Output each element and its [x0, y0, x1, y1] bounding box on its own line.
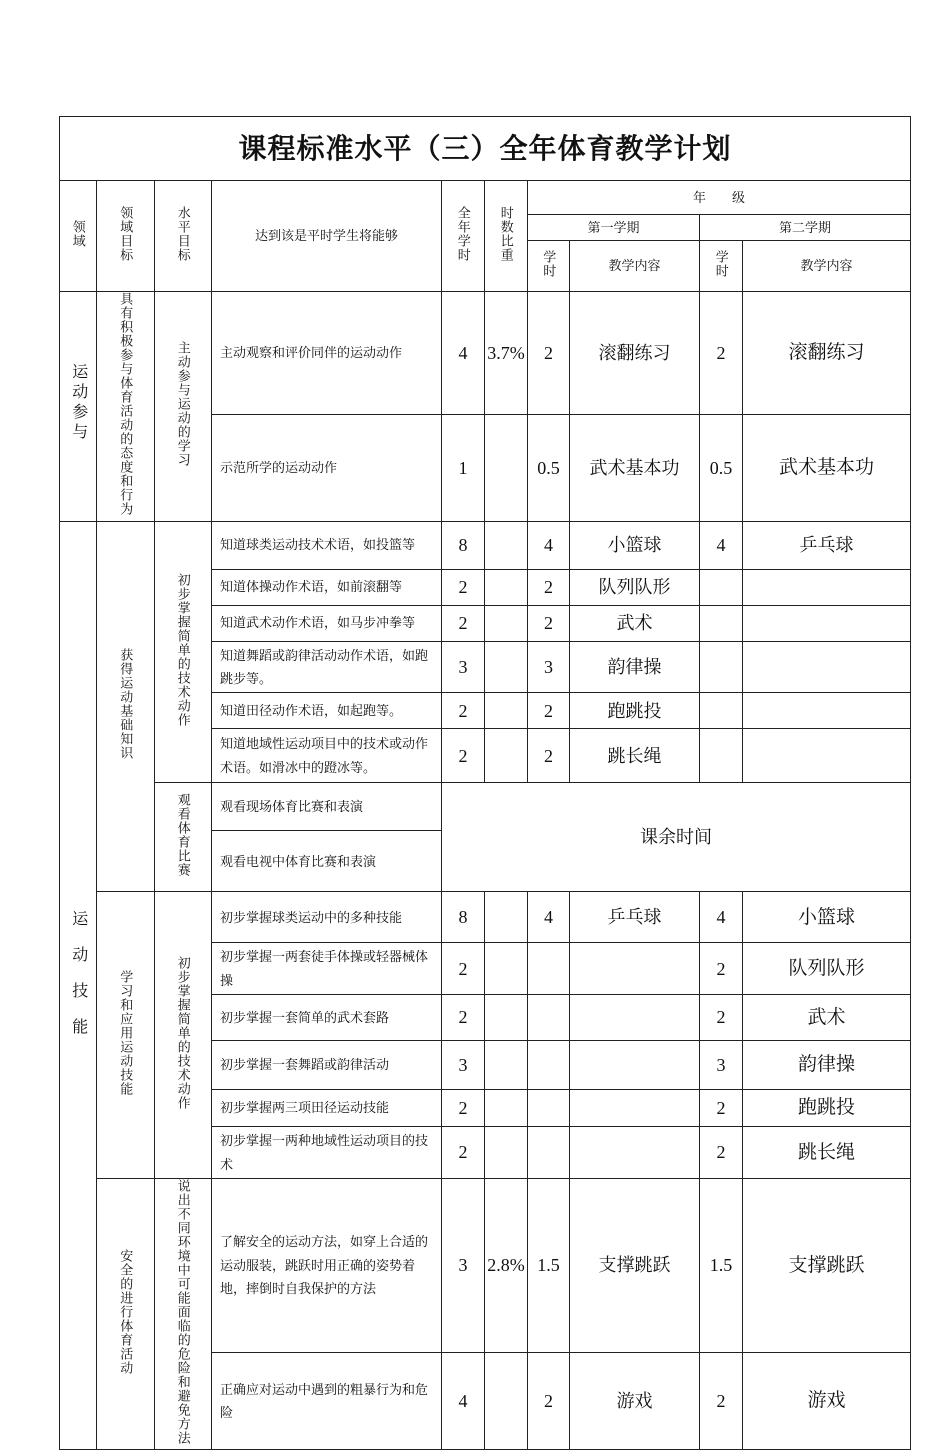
total-hours: 8	[442, 521, 485, 569]
term1-content: 游戏	[570, 1353, 700, 1450]
after-class-note: 课余时间	[442, 783, 911, 892]
term2-content: 乒乓球	[743, 521, 911, 569]
domain-goal-knowledge: 获得运动基础知识	[97, 521, 155, 892]
domain-goal-participation: 具有积极参与体育活动的态度和行为	[97, 292, 155, 522]
term1-content: 滚翻练习	[570, 292, 700, 415]
ratio-value	[485, 1127, 528, 1179]
total-hours: 2	[442, 995, 485, 1041]
level-goal-knowledge: 初步掌握简单的技术动作	[155, 521, 212, 783]
ratio-value	[485, 1353, 528, 1450]
term2-content: 跑跳投	[743, 1090, 911, 1127]
level-goal-safety: 说出不同环境中可能面临的危险和避免方法	[155, 1178, 212, 1450]
term1-hours	[528, 1041, 570, 1090]
term1-content	[570, 1041, 700, 1090]
term2-hours	[700, 729, 743, 783]
term2-hours: 1.5	[700, 1178, 743, 1352]
ability-desc: 初步掌握两三项田径运动技能	[212, 1090, 442, 1127]
domain-skills: 运动技能	[60, 521, 97, 1450]
ability-desc: 主动观察和评价同伴的运动动作	[212, 292, 442, 415]
ratio-value: 3.7%	[485, 292, 528, 415]
term1-hours: 2	[528, 569, 570, 605]
term1-hours	[528, 1127, 570, 1179]
term2-hours	[700, 693, 743, 729]
header-term2-content: 教学内容	[743, 241, 911, 292]
term1-content: 乒乓球	[570, 892, 700, 943]
term1-hours: 2	[528, 292, 570, 415]
term2-hours: 3	[700, 1041, 743, 1090]
ratio-value	[485, 521, 528, 569]
total-hours: 2	[442, 1090, 485, 1127]
term1-hours: 2	[528, 1353, 570, 1450]
total-hours: 3	[442, 1041, 485, 1090]
ability-desc: 示范所学的运动动作	[212, 415, 442, 521]
ability-desc: 观看现场体育比赛和表演	[212, 783, 442, 831]
term2-content	[743, 569, 911, 605]
ratio-value	[485, 641, 528, 693]
ratio-value	[485, 569, 528, 605]
term1-content	[570, 943, 700, 995]
term2-content: 武术基本功	[743, 415, 911, 521]
term2-hours: 2	[700, 995, 743, 1041]
header-term2: 第二学期	[700, 215, 911, 241]
total-hours: 1	[442, 415, 485, 521]
total-hours: 2	[442, 569, 485, 605]
total-hours: 8	[442, 892, 485, 943]
total-hours: 3	[442, 1178, 485, 1352]
ratio-value	[485, 943, 528, 995]
total-hours: 2	[442, 943, 485, 995]
ratio-value	[485, 605, 528, 641]
term2-content: 支撑跳跃	[743, 1178, 911, 1352]
ability-desc: 初步掌握一套舞蹈或韵律活动	[212, 1041, 442, 1090]
term2-hours: 2	[700, 292, 743, 415]
total-hours: 4	[442, 292, 485, 415]
header-ratio: 时数比重	[485, 181, 528, 292]
ability-desc: 观看电视中体育比赛和表演	[212, 831, 442, 892]
ratio-value	[485, 892, 528, 943]
ability-desc: 初步掌握一两种地域性运动项目的技术	[212, 1127, 442, 1179]
term1-hours	[528, 995, 570, 1041]
ability-desc: 正确应对运动中遇到的粗暴行为和危险	[212, 1353, 442, 1450]
term1-content: 韵律操	[570, 641, 700, 693]
term1-content: 小篮球	[570, 521, 700, 569]
term1-content: 武术	[570, 605, 700, 641]
term1-content: 跑跳投	[570, 693, 700, 729]
term2-hours: 2	[700, 1127, 743, 1179]
header-level-goal: 水平目标	[155, 181, 212, 292]
header-domain: 领域	[60, 181, 97, 292]
term1-hours: 1.5	[528, 1178, 570, 1352]
term2-hours: 2	[700, 1090, 743, 1127]
ratio-value: 2.8%	[485, 1178, 528, 1352]
term1-content	[570, 1127, 700, 1179]
term1-hours: 0.5	[528, 415, 570, 521]
header-ability: 达到该是平时学生将能够	[212, 181, 442, 292]
header-term1: 第一学期	[528, 215, 700, 241]
domain-participation: 运动参与	[60, 292, 97, 522]
term1-content: 武术基本功	[570, 415, 700, 521]
ability-desc: 知道体操动作术语，如前滚翻等	[212, 569, 442, 605]
total-hours: 2	[442, 1127, 485, 1179]
header-grade: 年 级	[528, 181, 911, 215]
term2-content: 队列队形	[743, 943, 911, 995]
term1-hours: 4	[528, 521, 570, 569]
ability-desc: 知道球类运动技术术语，如投篮等	[212, 521, 442, 569]
term1-content: 支撑跳跃	[570, 1178, 700, 1352]
ability-desc: 了解安全的运动方法，如穿上合适的运动服装，跳跃时用正确的姿势着地，摔倒时自我保护的方法	[212, 1178, 442, 1352]
term1-hours: 2	[528, 729, 570, 783]
total-hours: 2	[442, 605, 485, 641]
page-title: 课程标准水平（三）全年体育教学计划	[60, 117, 911, 181]
ability-desc: 初步掌握一套简单的武术套路	[212, 995, 442, 1041]
header-total-hours: 全年学时	[442, 181, 485, 292]
header-term2-hours: 学时	[700, 241, 743, 292]
term1-hours: 4	[528, 892, 570, 943]
total-hours: 2	[442, 729, 485, 783]
term2-hours: 2	[700, 943, 743, 995]
term1-content: 跳长绳	[570, 729, 700, 783]
term2-content	[743, 729, 911, 783]
term1-content	[570, 1090, 700, 1127]
ability-desc: 知道田径动作术语，如起跑等。	[212, 693, 442, 729]
ability-desc: 初步掌握一两套徒手体操或轻器械体操	[212, 943, 442, 995]
term2-content: 韵律操	[743, 1041, 911, 1090]
header-term1-hours: 学时	[528, 241, 570, 292]
ratio-value	[485, 415, 528, 521]
level-goal-skills: 初步掌握简单的技术动作	[155, 892, 212, 1179]
term2-content: 游戏	[743, 1353, 911, 1450]
ability-desc: 知道地域性运动项目中的技术或动作术语。如滑冰中的蹬冰等。	[212, 729, 442, 783]
ability-desc: 知道舞蹈或韵律活动动作术语，如跑跳步等。	[212, 641, 442, 693]
term1-hours: 2	[528, 605, 570, 641]
term2-content	[743, 641, 911, 693]
term2-content: 武术	[743, 995, 911, 1041]
term1-content	[570, 995, 700, 1041]
term1-hours: 3	[528, 641, 570, 693]
term2-hours	[700, 569, 743, 605]
ratio-value	[485, 995, 528, 1041]
term2-hours	[700, 641, 743, 693]
term2-content: 跳长绳	[743, 1127, 911, 1179]
term1-hours	[528, 1090, 570, 1127]
header-domain-goal: 领域目标	[97, 181, 155, 292]
header-term1-content: 教学内容	[570, 241, 700, 292]
ability-desc: 初步掌握球类运动中的多种技能	[212, 892, 442, 943]
ratio-value	[485, 1090, 528, 1127]
term2-hours: 2	[700, 1353, 743, 1450]
total-hours: 2	[442, 693, 485, 729]
total-hours: 4	[442, 1353, 485, 1450]
teaching-plan-table	[59, 116, 911, 1450]
term2-hours: 4	[700, 892, 743, 943]
level-goal-participation: 主动参与运动的学习	[155, 292, 212, 522]
term2-hours: 4	[700, 521, 743, 569]
term2-content	[743, 693, 911, 729]
term1-hours: 2	[528, 693, 570, 729]
term1-content: 队列队形	[570, 569, 700, 605]
ratio-value	[485, 729, 528, 783]
ability-desc: 知道武术动作术语，如马步冲拳等	[212, 605, 442, 641]
term2-hours	[700, 605, 743, 641]
term2-content: 滚翻练习	[743, 292, 911, 415]
total-hours: 3	[442, 641, 485, 693]
term2-hours: 0.5	[700, 415, 743, 521]
domain-goal-safety: 安全的进行体育活动	[97, 1178, 155, 1450]
ratio-value	[485, 1041, 528, 1090]
domain-goal-skills: 学习和应用运动技能	[97, 892, 155, 1179]
term2-content	[743, 605, 911, 641]
ratio-value	[485, 693, 528, 729]
level-goal-watching: 观看体育比赛	[155, 783, 212, 892]
term2-content: 小篮球	[743, 892, 911, 943]
term1-hours	[528, 943, 570, 995]
